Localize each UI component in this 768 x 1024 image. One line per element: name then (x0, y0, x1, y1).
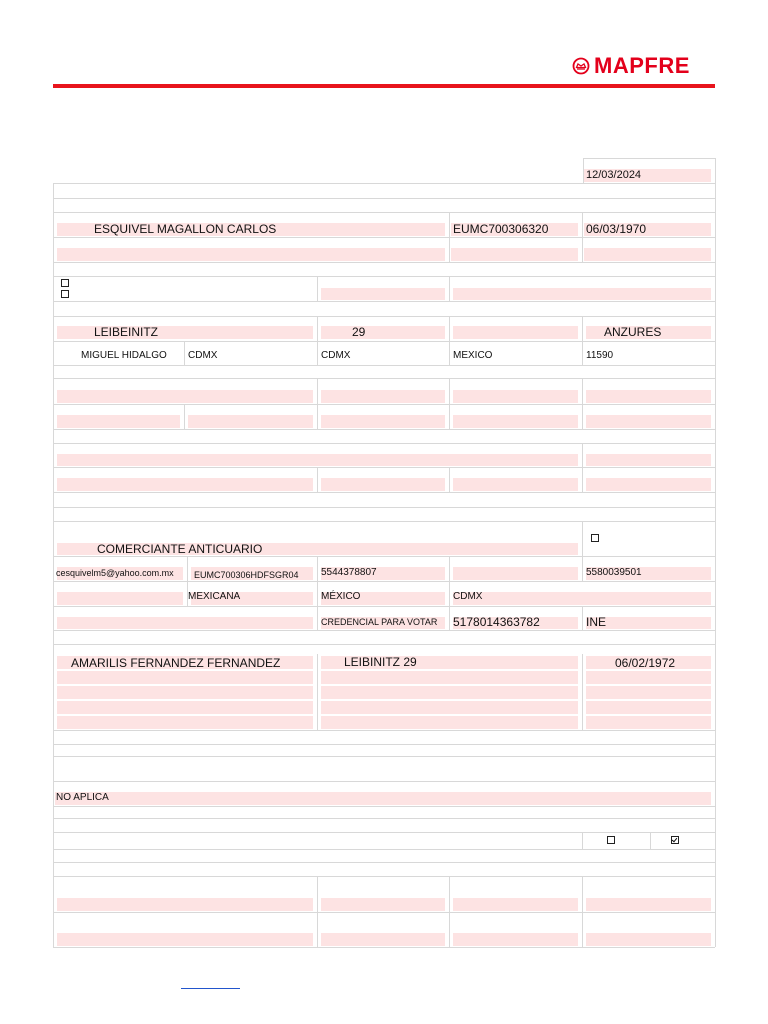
occupation-value: COMERCIANTE ANTICUARIO (97, 542, 263, 556)
grid-line (53, 183, 54, 947)
grid-line (53, 947, 715, 948)
input-field[interactable] (453, 898, 578, 911)
grid-line (582, 443, 583, 467)
municipality-value: MIGUEL HIDALGO (81, 350, 167, 361)
grid-line (53, 862, 715, 863)
input-field[interactable] (321, 898, 445, 911)
input-field[interactable] (453, 567, 578, 580)
grid-line (582, 521, 583, 556)
input-field[interactable] (57, 478, 313, 491)
grid-line (53, 467, 715, 468)
header-rule (53, 84, 715, 88)
grid-line (582, 467, 583, 492)
input-field[interactable] (453, 933, 578, 946)
grid-line (449, 316, 450, 365)
postal-code-value: 11590 (586, 350, 614, 361)
grid-line (53, 521, 715, 522)
input-field[interactable] (321, 701, 578, 714)
grid-line (53, 341, 715, 342)
beneficiary-birth-date-value: 06/02/1972 (615, 656, 676, 670)
checkbox-icon[interactable] (607, 836, 615, 844)
grid-line (53, 849, 715, 850)
nationality-value: MEXICANA (188, 591, 241, 602)
beneficiary-name-value: AMARILIS FERNANDEZ FERNANDEZ (71, 656, 281, 670)
grid-line (53, 756, 715, 757)
input-field[interactable] (57, 898, 313, 911)
grid-line (53, 212, 715, 213)
input-field[interactable] (55, 792, 711, 805)
grid-line (53, 237, 715, 238)
input-field[interactable] (57, 716, 313, 729)
grid-line (449, 276, 450, 301)
input-field[interactable] (57, 415, 180, 428)
grid-line (449, 876, 450, 947)
input-field[interactable] (586, 898, 711, 911)
grid-line (53, 744, 715, 745)
brand-name: MAPFRE (594, 53, 690, 78)
input-field[interactable] (321, 671, 578, 684)
grid-line (53, 876, 715, 877)
input-field[interactable] (586, 933, 711, 946)
checkbox-icon[interactable] (61, 279, 69, 287)
grid-line (317, 276, 318, 301)
input-field[interactable] (453, 390, 578, 403)
grid-line (53, 429, 715, 430)
input-field[interactable] (57, 617, 313, 629)
grid-line (53, 806, 715, 807)
grid-line (582, 832, 583, 849)
input-field[interactable] (57, 248, 445, 261)
grid-line (317, 467, 318, 492)
input-field[interactable] (57, 454, 578, 466)
mobile-value: 5580039501 (586, 567, 642, 578)
grid-line (582, 876, 583, 947)
grid-line (53, 630, 715, 631)
grid-line (53, 818, 715, 819)
input-field[interactable] (453, 592, 711, 605)
grid-line (184, 404, 185, 429)
input-field[interactable] (321, 716, 578, 729)
birth-date-value: 06/03/1970 (586, 222, 647, 236)
grid-line (53, 316, 715, 317)
rfc-value: EUMC700306320 (453, 222, 549, 236)
checkbox-icon[interactable] (61, 290, 69, 298)
grid-line (184, 341, 185, 365)
id-number-value: 5178014363782 (453, 615, 540, 629)
grid-line (53, 198, 715, 199)
full-name-value: ESQUIVEL MAGALLON CARLOS (94, 222, 277, 236)
input-field[interactable] (57, 671, 313, 684)
grid-line (317, 378, 318, 429)
mapfre-logo-icon (572, 57, 590, 75)
input-field[interactable] (321, 390, 445, 403)
checkbox-checked-icon[interactable] (671, 836, 679, 844)
input-field[interactable] (453, 415, 578, 428)
grid-line (317, 316, 318, 365)
grid-line (53, 301, 715, 302)
state-value: CDMX (321, 350, 351, 361)
birth-place-value: CDMX (453, 591, 483, 602)
input-field[interactable] (586, 701, 711, 714)
input-field[interactable] (453, 326, 578, 339)
input-field[interactable] (57, 390, 313, 403)
input-field[interactable] (586, 390, 711, 403)
grid-line (53, 581, 715, 582)
input-field[interactable] (321, 326, 445, 339)
phone-value: 5544378807 (321, 567, 377, 578)
grid-line (449, 467, 450, 492)
grid-line (582, 212, 583, 262)
grid-line (582, 378, 583, 429)
checkbox-icon[interactable] (591, 534, 599, 542)
colony-value: ANZURES (604, 325, 662, 339)
grid-line (53, 730, 715, 731)
grid-line (317, 556, 318, 630)
input-field[interactable] (321, 933, 445, 946)
grid-line (53, 832, 715, 833)
beneficiary-address-value: LEIBINITZ 29 (344, 655, 417, 669)
grid-line (53, 276, 715, 277)
grid-line (53, 262, 715, 263)
input-field[interactable] (321, 478, 445, 491)
curp-value: EUMC700306HDFSGR04 (194, 570, 299, 580)
input-field[interactable] (584, 248, 711, 261)
grid-line (53, 443, 715, 444)
grid-line (53, 492, 715, 493)
email-value: cesquivelm5@yahoo.com.mx (56, 568, 174, 578)
grid-line (53, 781, 715, 782)
input-field[interactable] (321, 288, 445, 300)
grid-line (53, 365, 715, 366)
city-value: CDMX (188, 350, 218, 361)
grid-line (583, 158, 715, 159)
input-field[interactable] (453, 478, 578, 491)
mapfre-logo (572, 54, 690, 78)
street-value: LEIBEINITZ (94, 325, 159, 339)
input-field[interactable] (586, 415, 711, 428)
grid-line (53, 556, 715, 557)
id-type-value: CREDENCIAL PARA VOTAR (321, 617, 438, 627)
grid-line (449, 378, 450, 429)
footer-link[interactable] (181, 988, 240, 989)
birth-country-value: MÉXICO (321, 591, 361, 602)
grid-line (317, 654, 318, 730)
grid-line (582, 316, 583, 365)
grid-line (582, 654, 583, 730)
grid-line (53, 507, 715, 508)
no-aplica-value: NO APLICA (56, 792, 109, 803)
input-field[interactable] (321, 415, 445, 428)
input-field[interactable] (57, 592, 183, 605)
input-field[interactable] (586, 686, 711, 699)
input-field[interactable] (451, 248, 578, 261)
input-field[interactable] (586, 478, 711, 491)
grid-line (53, 378, 715, 379)
grid-line (53, 183, 715, 184)
grid-line (53, 644, 715, 645)
input-field[interactable] (586, 716, 711, 729)
input-field[interactable] (586, 671, 711, 684)
country-value: MEXICO (453, 350, 493, 361)
input-field[interactable] (57, 933, 313, 946)
form-date: 12/03/2024 (586, 169, 642, 181)
input-field[interactable] (321, 686, 578, 699)
grid-line (582, 606, 583, 630)
grid-line (715, 158, 716, 947)
grid-line (650, 832, 651, 849)
input-field[interactable] (453, 288, 711, 300)
input-field[interactable] (57, 701, 313, 714)
grid-line (449, 556, 450, 630)
id-issuer-value: INE (586, 615, 607, 629)
grid-line (53, 606, 715, 607)
street-number-value: 29 (352, 325, 366, 339)
input-field[interactable] (586, 454, 711, 466)
input-field[interactable] (188, 415, 313, 428)
grid-line (317, 876, 318, 947)
grid-line (53, 404, 715, 405)
grid-line (582, 556, 583, 581)
grid-line (53, 912, 715, 913)
input-field[interactable] (57, 686, 313, 699)
grid-line (449, 212, 450, 262)
